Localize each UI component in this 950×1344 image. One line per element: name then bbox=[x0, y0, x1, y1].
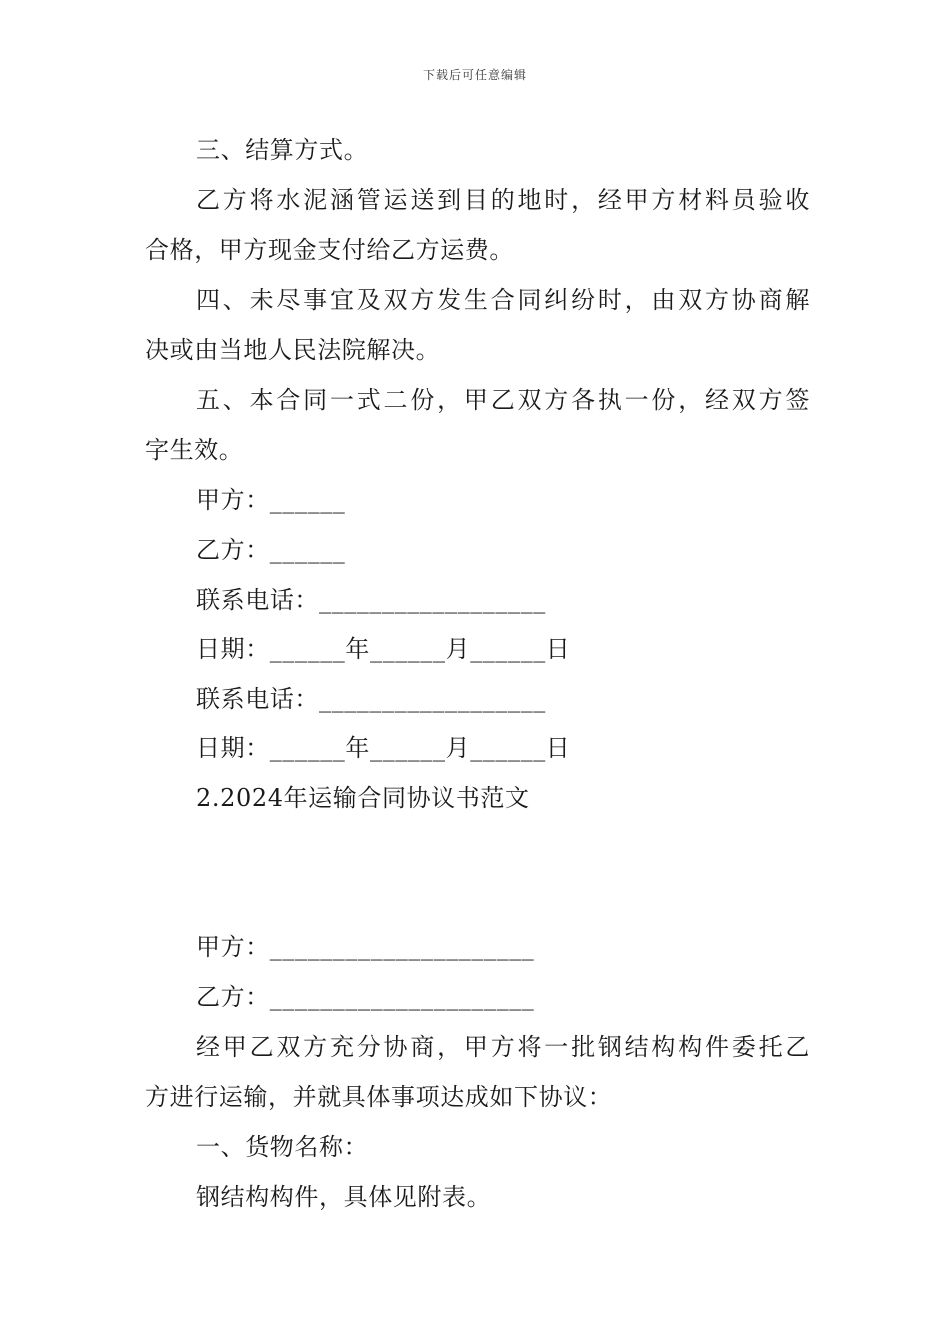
section-heading-settlement: 三、结算方式。 bbox=[196, 136, 369, 164]
section-heading-goods: 一、货物名称： bbox=[196, 1133, 369, 1161]
date-line: 日期：______年______月______日 bbox=[196, 635, 571, 663]
section-title: 2.2024年运输合同协议书范文 bbox=[196, 784, 530, 812]
paragraph-line: 字生效。 bbox=[145, 436, 244, 464]
paragraph-line: 钢结构构件，具体见附表。 bbox=[196, 1183, 492, 1211]
paragraph-line: 合格，甲方现金支付给乙方运费。 bbox=[145, 236, 514, 264]
page-header: 下载后可任意编辑 bbox=[422, 68, 527, 82]
party-b-line: 乙方：_____________________ bbox=[196, 983, 535, 1011]
paragraph-line: 五、本合同一式二份，甲乙双方各执一份，经双方签 bbox=[196, 386, 810, 414]
paragraph-line: 乙方将水泥涵管运送到目的地时，经甲方材料员验收 bbox=[196, 186, 810, 214]
contact-phone-line: 联系电话：__________________ bbox=[196, 586, 546, 614]
date-line: 日期：______年______月______日 bbox=[196, 734, 571, 762]
party-b-signature-line: 乙方：______ bbox=[196, 536, 346, 564]
party-a-line: 甲方：_____________________ bbox=[196, 933, 535, 961]
paragraph-line: 方进行运输，并就具体事项达成如下协议： bbox=[145, 1083, 613, 1111]
paragraph-line: 经甲乙双方充分协商，甲方将一批钢结构构件委托乙 bbox=[196, 1033, 810, 1061]
paragraph-line: 四、未尽事宜及双方发生合同纠纷时，由双方协商解 bbox=[196, 286, 810, 314]
contact-phone-line: 联系电话：__________________ bbox=[196, 685, 546, 713]
paragraph-line: 决或由当地人民法院解决。 bbox=[145, 336, 441, 364]
party-a-signature-line: 甲方：______ bbox=[196, 486, 346, 514]
